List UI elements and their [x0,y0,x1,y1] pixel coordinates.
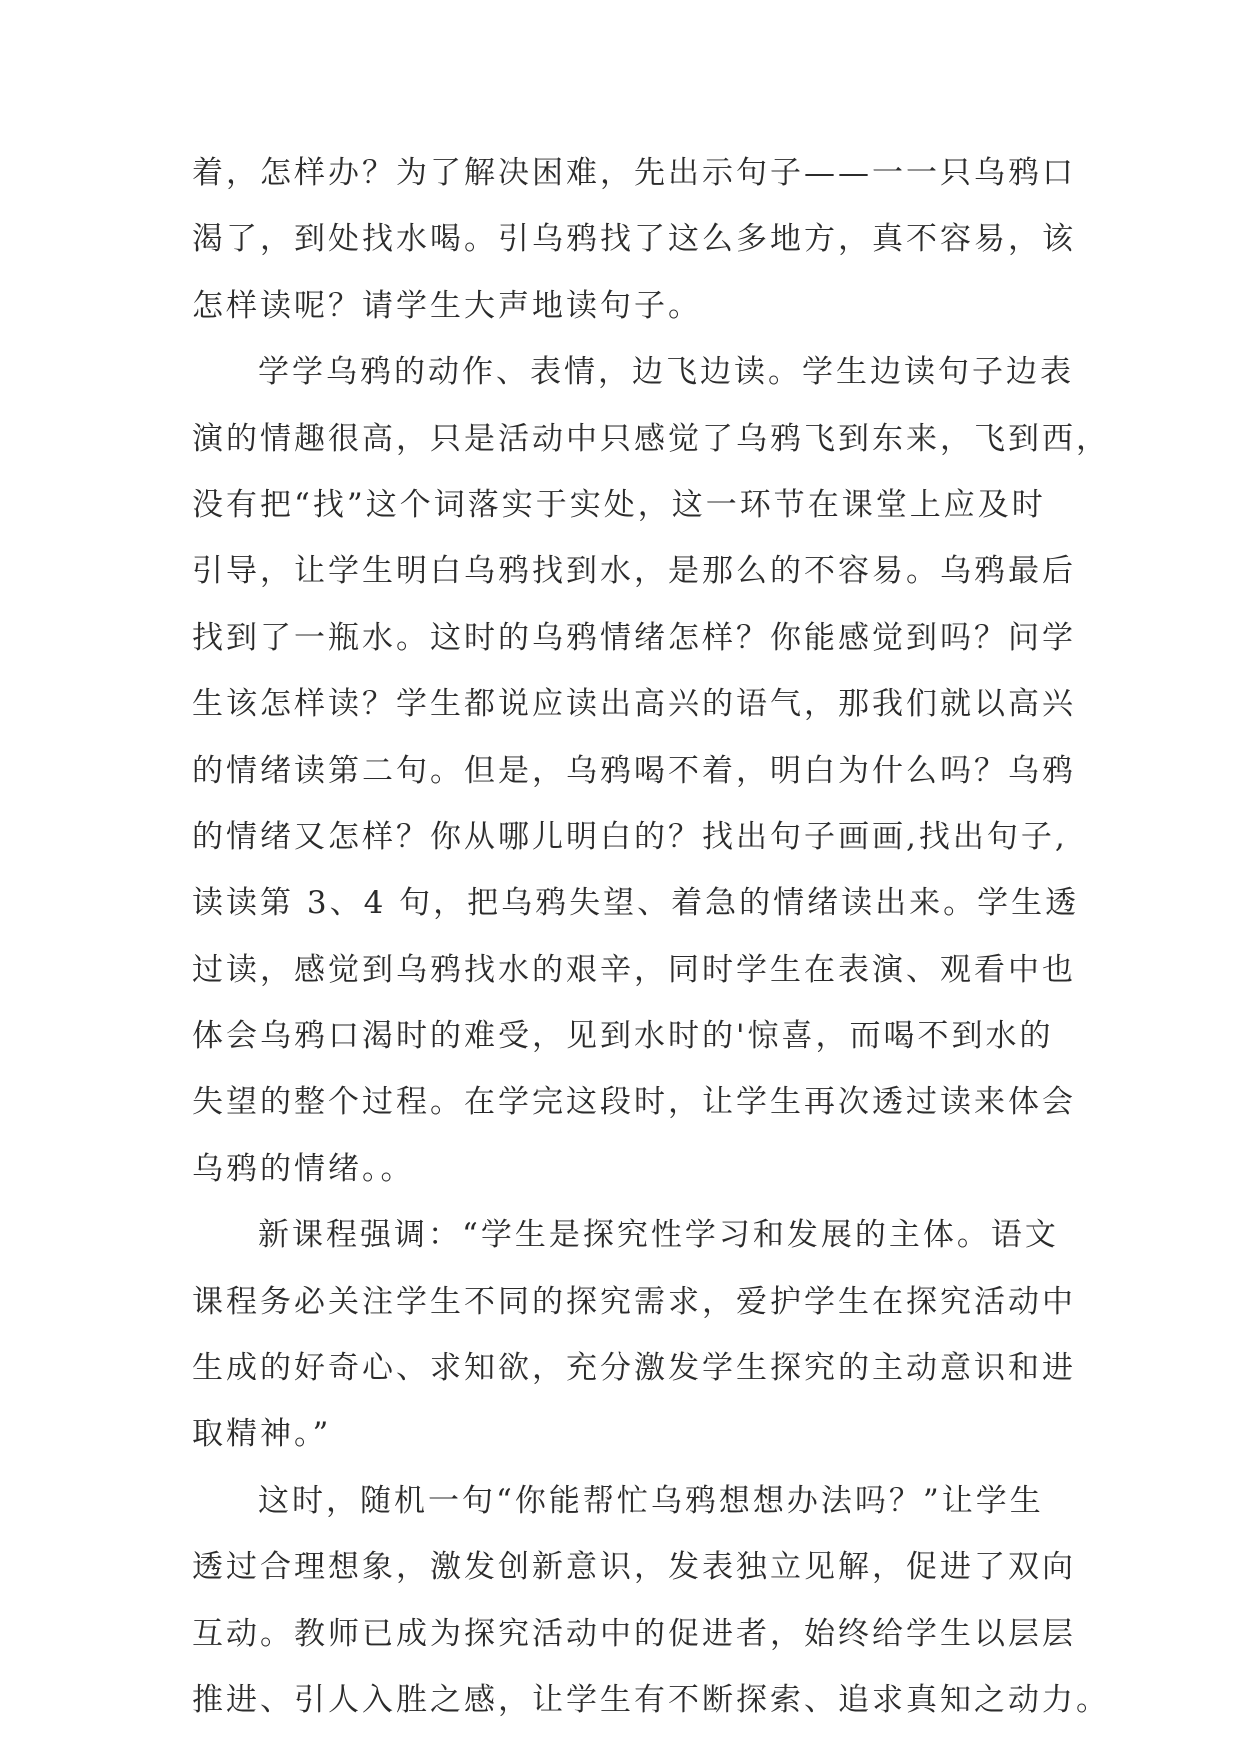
paragraph-4 [192,1468,1110,1734]
text-line: 找到了一瓶水。这时的乌鸦情绪怎样？你能感觉到吗？问学 [192,619,1076,656]
text-line: 失望的整个过程。在学完这段时，让学生再次透过读来体会 [192,1084,1076,1121]
text-line: 新课程强调：“学生是探究性学习和发展的主体。语文 [258,1217,1059,1254]
text-line: 引导，让学生明白乌鸦找到水，是那么的不容易。乌鸦最后 [192,553,1076,590]
text-line: 生该怎样读？学生都说应读出高兴的语气，那我们就以高兴 [192,686,1076,723]
text-line: 演的情趣很高，只是活动中只感觉了乌鸦飞到东来，飞到西， [192,420,1110,457]
text-line: 互动。教师已成为探究活动中的促进者，始终给学生以层层 [192,1615,1076,1652]
text-line: 这时，随机一句“你能帮忙乌鸦想想办法吗？”让学生 [258,1482,1044,1519]
text-line: 渴了，到处找水喝。引乌鸦找了这么多地方，真不容易，该 [192,221,1076,258]
paragraph-2 [192,339,1110,1202]
paragraph-3 [192,1202,1076,1468]
text-line: 的情绪读第二句。但是，乌鸦喝不着，明白为什么吗？乌鸦 [192,752,1076,789]
text-line: 体会乌鸦口渴时的难受，见到水时的'惊喜，而喝不到水的 [192,1018,1054,1055]
text-line: 着，怎样办？为了解决困难，先出示句子——一一只乌鸦口 [192,155,1076,191]
text-line: 怎样读呢？请学生大声地读句子。 [192,287,702,324]
text-line: 过读，感觉到乌鸦找水的艰辛，同时学生在表演、观看中也 [192,951,1076,988]
text-line: 生成的好奇心、求知欲，充分激发学生探究的主动意识和进 [192,1350,1076,1387]
text-line: 取精神。” [192,1416,332,1453]
text-line: 课程务必关注学生不同的探究需求，爱护学生在探究活动中 [192,1283,1076,1320]
text-line: 乌鸦的情绪。。 [192,1150,415,1187]
paragraph-1 [192,140,1076,339]
text-line: 读读第 3、4 句，把乌鸦失望、着急的情绪读出来。学生透 [192,885,1080,922]
text-line: 没有把“找”这个词落实于实处，这一环节在课堂上应及时 [192,486,1046,523]
document-body [192,140,1110,1733]
text-line: 推进、引人入胜之感，让学生有不断探索、追求真知之动力。 [192,1681,1110,1718]
text-line: 的情绪又怎样？你从哪儿明白的？找出句子画画,找出句子, [192,818,1068,855]
text-line: 透过合理想象，激发创新意识，发表独立见解，促进了双向 [192,1549,1076,1586]
text-line: 学学乌鸦的动作、表情，边飞边读。学生边读句子边表 [258,354,1074,391]
